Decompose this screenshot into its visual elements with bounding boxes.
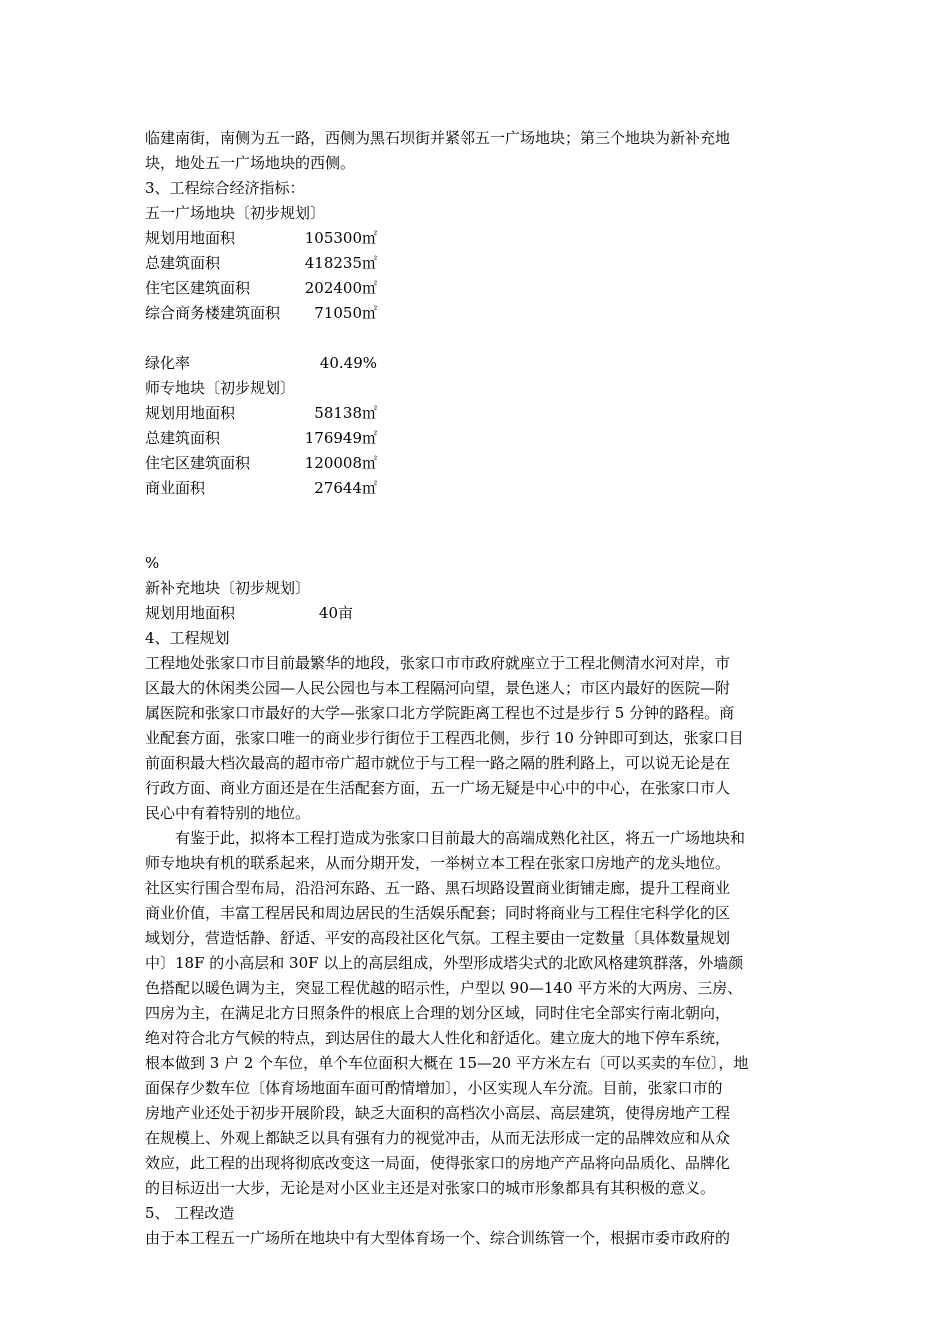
paragraph-line: 前面积最大档次最高的超市帝广超市就位于与工程一路之隔的胜利路上，可以说无论是在 [145,754,731,772]
indicator-label: 规划用地面积 [145,604,236,622]
indicator-label: 商业面积 [145,479,206,497]
indicator-row [145,301,377,326]
indicator-value: 40.49% [319,354,377,372]
paragraph-line: 色搭配以暖色调为主，突显工程优越的昭示性，户型以 90—140 平方米的大两房、三房、 [145,979,743,997]
paragraph-line: 行政方面、商业方面还是在生活配套方面，五一广场无疑是中心中的中心，在张家口市人 [145,779,731,797]
paragraph-line: 工程地处张家口市目前最繁华的地段，张家口市市政府就座立于工程北侧清水河对岸，市 [145,654,731,672]
paragraph-line: 中〕18F 的小高层和 30F 以上的高层组成，外型形成塔尖式的北欧风格建筑群落，外墙颜 [145,954,744,972]
paragraph-line: 面保存少数车位〔体育场地面车面可酌情增加〕，小区实现人车分流。目前，张家口市的 [145,1079,723,1097]
paragraph-line: 效应，此工程的出现将彻底改变这一局面，使得张家口的房地产产品将向品质化、品牌化 [145,1154,731,1172]
paragraph-line: 域划分，营造恬静、舒适、平安的高段社区化气氛。工程主要由一定数量〔具体数量规划 [145,929,731,947]
paragraph-line: 民心中有着特别的地位。 [145,804,311,822]
indicator-label: 总建筑面积 [145,429,221,447]
paragraph-line: 属医院和张家口市最好的大学—张家口北方学院距离工程也不过是步行 5 分钟的路程。商 [145,704,735,722]
indicator-label: 住宅区建筑面积 [145,279,251,297]
section-5-heading: 5、 工程改造 [145,1204,235,1222]
section-4-heading: 4、工程规划 [145,629,230,647]
xinbuchong-plot-title: 新补充地块〔初步规划〕 [145,579,311,597]
paragraph [145,826,810,1201]
indicator-value: 120008㎡ [304,454,377,472]
indicator-row [145,276,377,301]
paragraph-line: 有鉴于此，拟将本工程打造成为张家口目前最大的高端成熟化社区，将五一广场地块和 [175,829,746,847]
spacer [145,326,377,351]
indicator-row [145,601,353,626]
paragraph [145,651,810,826]
indicator-row [145,476,377,501]
indicator-label: 住宅区建筑面积 [145,454,251,472]
paragraph-line: 社区实行围合型布局，沿沿河东路、五一路、黑石坝路设置商业街铺走廊，提升工程商业 [145,879,731,897]
paragraph-line: 根本做到 3 户 2 个车位，单个车位面积大概在 15—20 平方米左右〔可以买卖的车位〕，地 [145,1054,749,1072]
paragraph-line: 房地产业还处于初步开展阶段，缺乏大面积的高档次小高层、高层建筑，使得房地产工程 [145,1104,731,1122]
paragraph-line: 师专地块有机的联系起来，从而分期开发，一举树立本工程在张家口房地产的龙头地位。 [145,854,731,872]
indicator-row [145,226,377,251]
indicator-label: 规划用地面积 [145,404,236,422]
document-body [145,126,810,1251]
indicator-value: 27644㎡ [314,479,377,497]
section-3-heading: 3、工程综合经济指标： [145,179,305,197]
indicator-row [145,401,377,426]
indicator-label: 总建筑面积 [145,254,221,272]
paragraph-line: 的目标迈出一大步，无论是对小区业主还是对张家口的城市形象都具有其积极的意义。 [145,1179,716,1197]
spacer [145,501,810,526]
paragraph-line: 四房为主，在满足北方日照条件的根底上合理的划分区域，同时住宅全部实行南北朝向， [145,1004,731,1022]
indicator-row [145,451,377,476]
paragraph-line: 在规模上、外观上都缺乏以具有强有力的视觉冲击，从而无法形成一定的品牌效应和从众 [145,1129,731,1147]
intro-line: 临建南街，南侧为五一路，西侧为黑石坝街并紧邻五一广场地块；第三个地块为新补充地 [145,129,731,147]
indicator-value: 202400㎡ [304,279,377,297]
indicator-value: 71050㎡ [314,304,377,322]
indicator-value: 418235㎡ [304,254,377,272]
shizhuan-plot-title: 师专地块〔初步规划〕 [145,379,296,397]
wuyi-plot-title: 五一广场地块〔初步规划〕 [145,204,326,222]
indicator-label: 综合商务楼建筑面积 [145,304,281,322]
paragraph-line: 区最大的休闲类公园—人民公园也与本工程隔河向望，景色迷人；市区内最好的医院—附 [145,679,731,697]
shizhuan-indicators [145,401,377,501]
indicator-value: 40亩 [318,604,353,622]
indicator-label: 规划用地面积 [145,229,236,247]
intro-line: 块，地处五一广场地块的西侧。 [145,154,356,172]
wuyi-indicators [145,226,377,376]
paragraph-line: 业配套方面，张家口唯一的商业步行街位于工程西北侧，步行 10 分钟即可到达，张家口目 [145,729,744,747]
indicator-row [145,351,377,376]
paragraph-line: 由于本工程五一广场所在地块中有大型体育场一个、综合训练管一个，根据市委市政府的 [145,1229,731,1247]
indicator-value: 176949㎡ [304,429,377,447]
indicator-label: 绿化率 [145,354,191,372]
paragraph-line: 商业价值，丰富工程居民和周边居民的生活娱乐配套；同时将商业与工程住宅科学化的区 [145,904,731,922]
indicator-row [145,251,377,276]
indicator-value: 58138㎡ [314,404,377,422]
percent-mark: % [145,554,160,572]
xinbuchong-indicators [145,601,353,626]
indicator-value: 105300㎡ [304,229,377,247]
paragraph-line: 绝对符合北方气候的特点，到达居住的最大人性化和舒适化。建立庞大的地下停车系统， [145,1029,731,1047]
spacer [145,526,810,551]
indicator-row [145,426,377,451]
